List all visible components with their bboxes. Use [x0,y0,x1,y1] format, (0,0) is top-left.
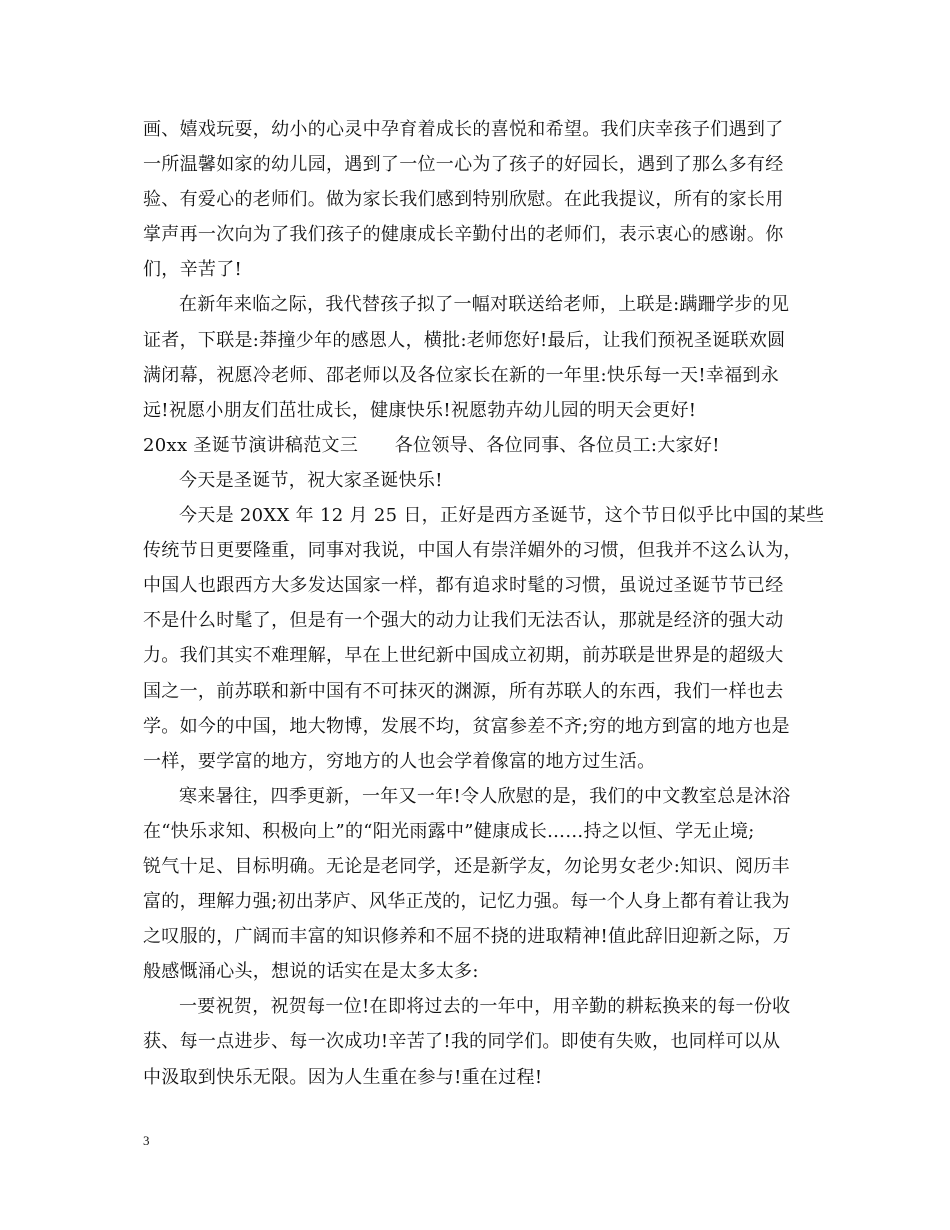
text-line: 远!祝愿小朋友们茁壮成长，健康快乐!祝愿勃卉幼儿园的明天会更好! [143,399,697,421]
document-body [143,112,825,1095]
text-line: 学。如今的中国，地大物博，发展不均，贫富参差不齐;穷的地方到富的地方也是 [143,715,790,737]
text-line: 今天是圣诞节，祝大家圣诞快乐! [179,469,443,491]
text-line: 一样，要学富的地方，穷地方的人也会学着像富的地方过生活。 [143,750,656,772]
text-line: 在新年来临之际，我代替孩子拟了一幅对联送给老师，上联是:蹒跚学步的见 [179,294,790,316]
text-line: 中国人也跟西方大多发达国家一样，都有追求时髦的习惯，虽说过圣诞节节已经 [143,575,784,597]
text-line: 国之一，前苏联和新中国有不可抹灭的渊源，所有苏联人的东西，我们一样也去 [143,680,784,702]
text-line: 之叹服的，广阔而丰富的知识修养和不屈不挠的进取精神!值此辞旧迎新之际，万 [143,926,792,948]
text-line: 掌声再一次向为了我们孩子的健康成长辛勤付出的老师们，表示衷心的感谢。你 [143,224,784,246]
text-line: 一要祝贺，祝贺每一位!在即将过去的一年中，用辛勤的耕耘换来的每一份收 [179,996,791,1018]
text-line: 富的，理解力强;初出茅庐、风华正茂的，记忆力强。每一个人身上都有着让我为 [143,891,790,913]
text-line: 般感慨涌心头，想说的话实在是太多太多: [143,961,479,983]
text-line: 今天是 20XX 年 12 月 25 日，正好是西方圣诞节，这个节日似乎比中国的某些 [179,505,825,527]
text-line: 20xx 圣诞节演讲稿范文三 各位领导、各位同事、各位员工:大家好! [143,434,720,456]
text-line: 寒来暑往，四季更新，一年又一年!令人欣慰的是，我们的中文教室总是沐浴 [179,785,791,807]
text-line: 在“快乐求知、积极向上”的“阳光雨露中”健康成长……持之以恒、学无止境; [143,820,755,842]
text-line: 们，辛苦了! [143,259,243,281]
text-line: 一所温馨如家的幼儿园，遇到了一位一心为了孩子的好园长，遇到了那么多有经 [143,154,784,176]
text-line: 证者，下联是:莽撞少年的感恩人，横批:老师您好!最后，让我们预祝圣诞联欢圆 [143,329,786,351]
text-line: 锐气十足、目标明确。无论是老同学，还是新学友，勿论男女老少:知识、阅历丰 [143,855,790,877]
text-line: 力。我们其实不难理解，早在上世纪新中国成立初期，前苏联是世界是的超级大 [143,645,784,667]
text-line: 验、有爱心的老师们。做为家长我们感到特别欣慰。在此我提议，所有的家长用 [143,189,784,211]
text-line: 传统节日更要隆重，同事对我说，中国人有崇洋媚外的习惯，但我并不这么认为， [143,540,802,562]
page-number: 3 [143,1133,150,1148]
text-line: 画、嬉戏玩耍，幼小的心灵中孕育着成长的喜悦和希望。我们庆幸孩子们遇到了 [143,119,784,140]
text-line: 不是什么时髦了，但是有一个强大的动力让我们无法否认，那就是经济的强大动 [143,610,784,632]
text-line: 获、每一点进步、每一次成功!辛苦了!我的同学们。即使有失败，也同样可以从 [143,1031,781,1053]
text-line: 中汲取到快乐无限。因为人生重在参与!重在过程! [143,1066,543,1088]
text-line: 满闭幕，祝愿冷老师、邵老师以及各位家长在新的一年里:快乐每一天!幸福到永 [143,364,780,386]
